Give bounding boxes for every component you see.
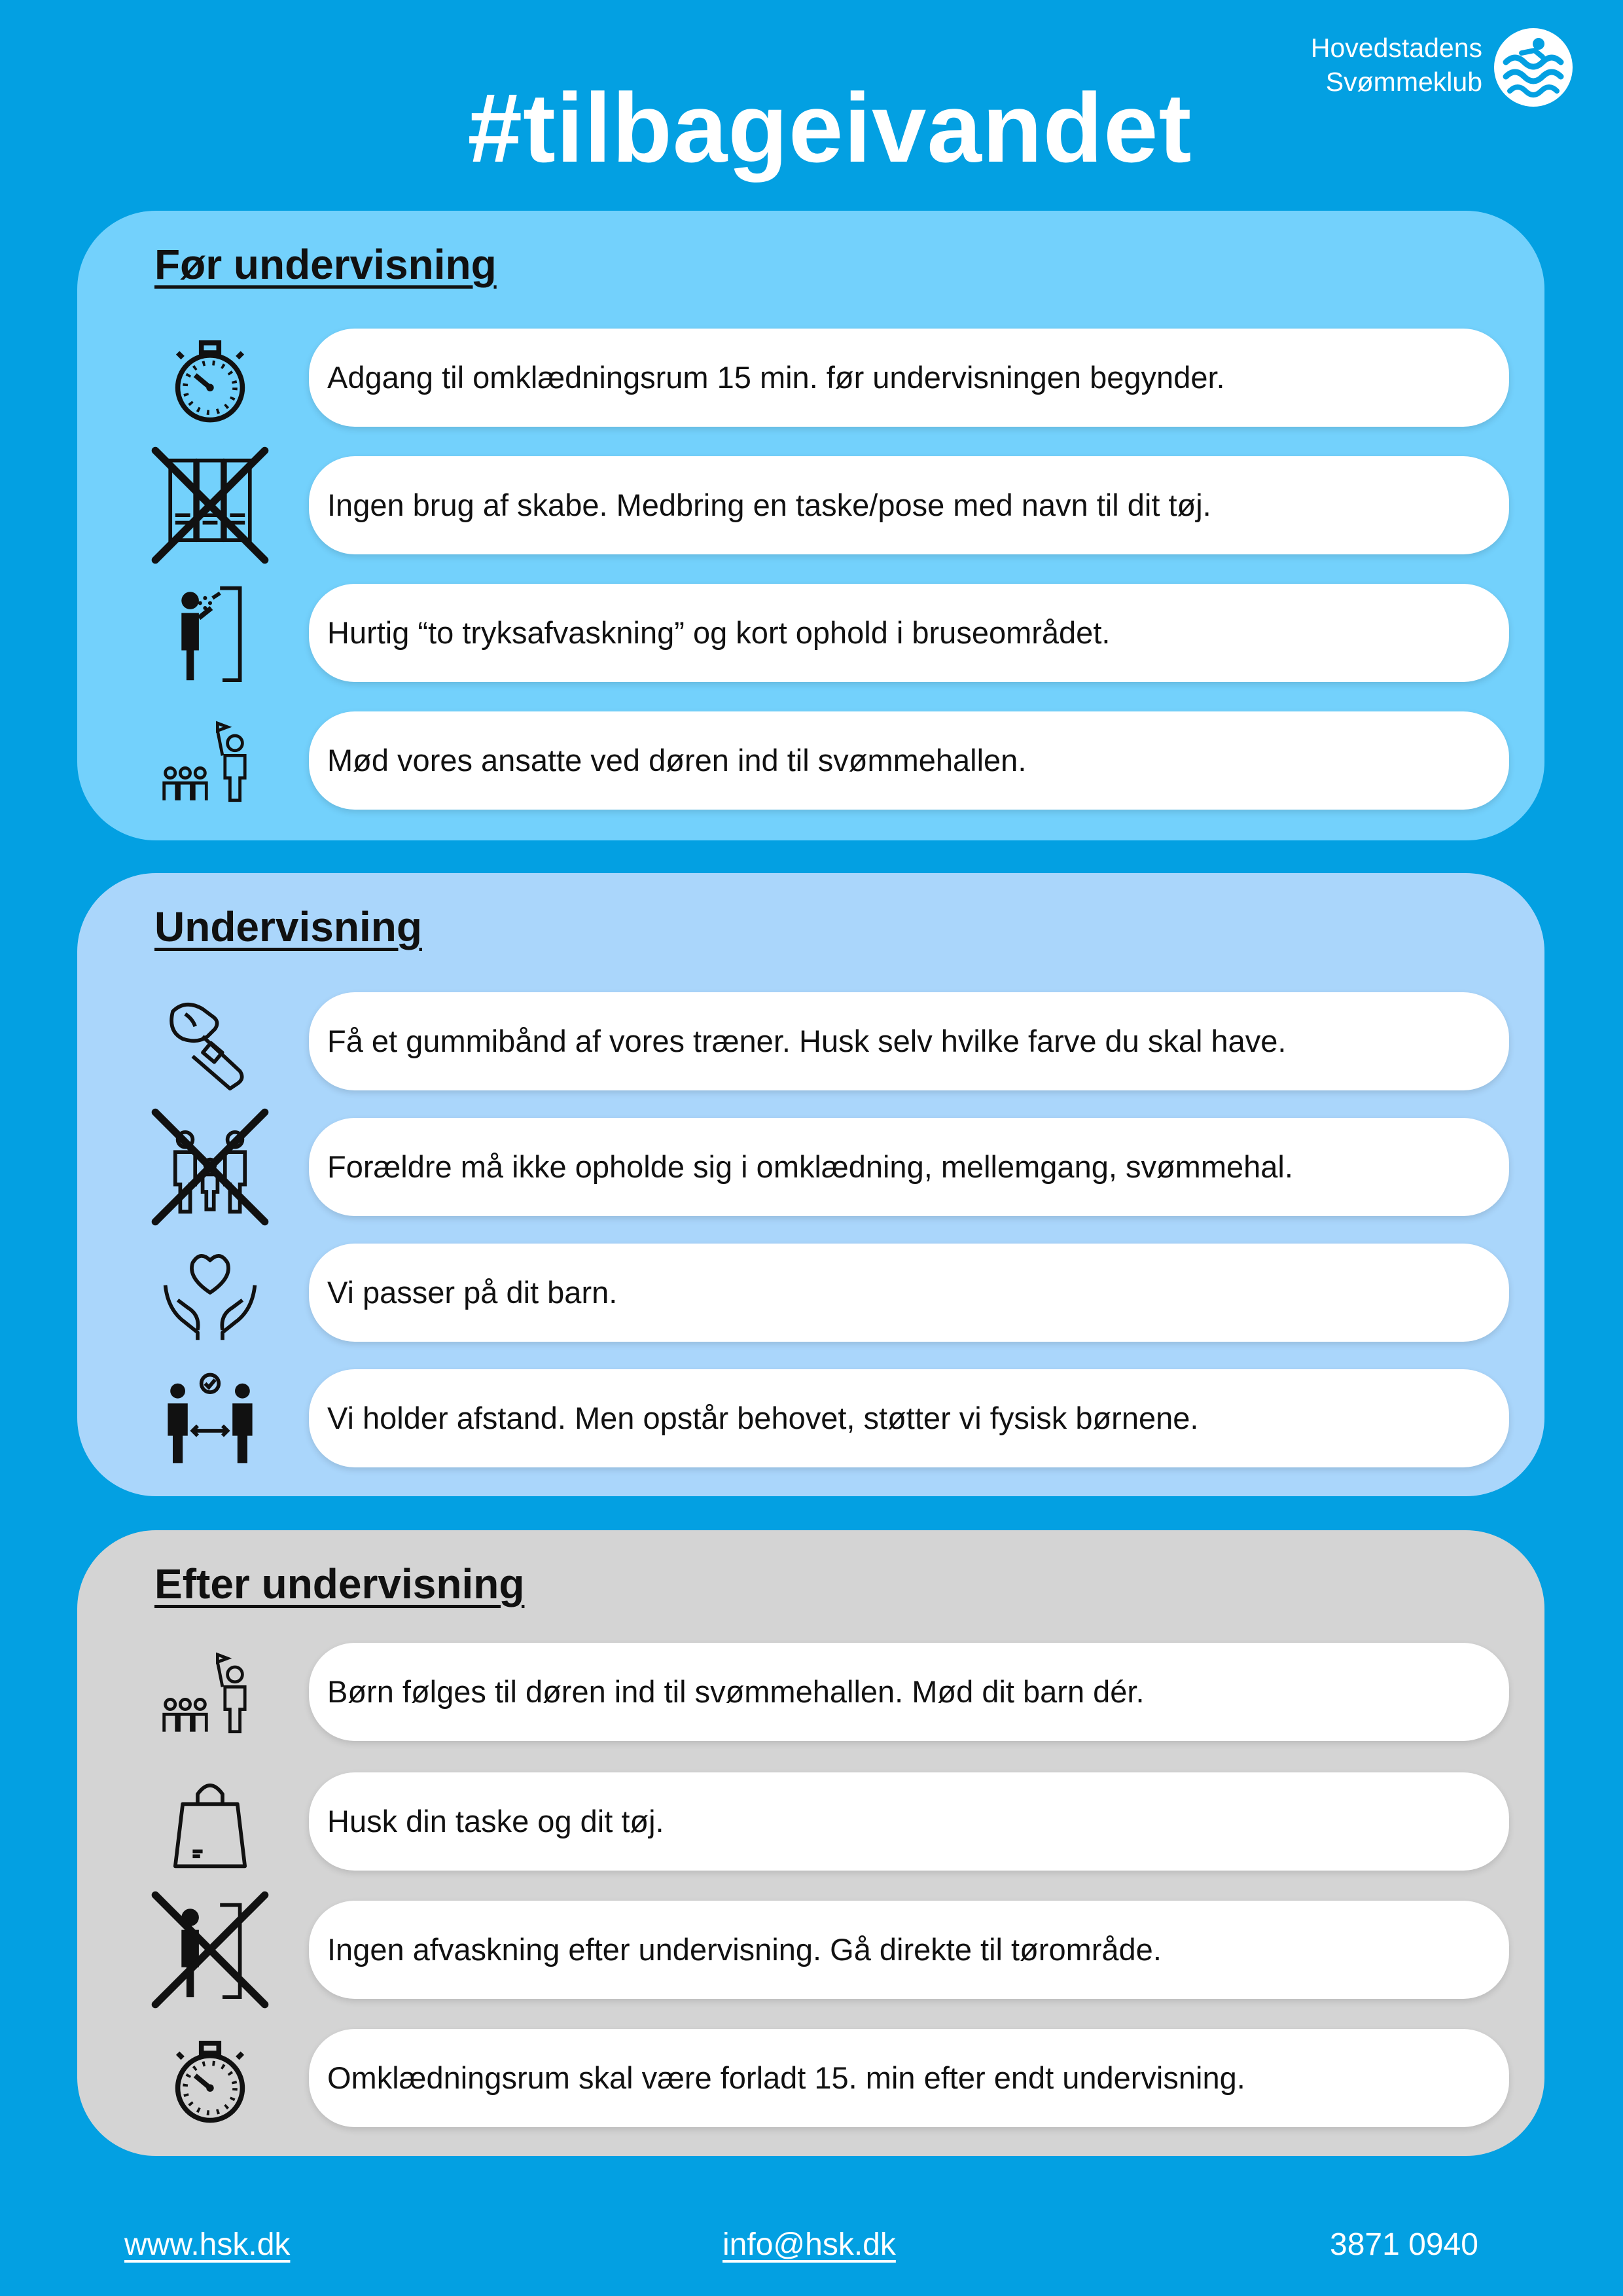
distance-icon (148, 1356, 272, 1480)
info-pill (309, 456, 1509, 554)
email-link[interactable]: info@hsk.dk (722, 2227, 896, 2262)
info-text: Omklædningsrum skal være forladt 15. min efter endt undervisning. (327, 2060, 1245, 2095)
club-logo (1299, 23, 1574, 121)
phone-number: 3871 0940 (1330, 2227, 1478, 2262)
list-item (77, 1369, 1544, 1467)
info-text: Mød vores ansatte ved døren ind til svømmehallen. (327, 743, 1027, 778)
info-pill (309, 1369, 1509, 1467)
info-pill (309, 711, 1509, 810)
stopwatch-icon (148, 315, 272, 440)
crossed-shower-icon (148, 1888, 272, 2012)
list-item (77, 1118, 1544, 1216)
logo-line-1: Hovedstadens (1310, 33, 1482, 63)
heart-hands-icon (148, 1230, 272, 1355)
list-item (77, 992, 1544, 1090)
list-item (77, 711, 1544, 810)
list-item (77, 456, 1544, 554)
website-link[interactable]: www.hsk.dk (124, 2227, 291, 2262)
section-title: Før undervisning (154, 241, 497, 288)
info-text: Børn følges til døren ind til svømmehallen. Mød dit barn dér. (327, 1674, 1145, 1709)
info-text: Hurtig “to tryksafvaskning” og kort ophold i bruseområdet. (327, 615, 1111, 650)
bag-icon (148, 1759, 272, 1884)
info-pill (309, 1643, 1509, 1741)
list-item (77, 1901, 1544, 1999)
info-pill (309, 584, 1509, 682)
info-text: Adgang til omklædningsrum 15 min. før undervisningen begynder. (327, 360, 1225, 395)
info-text: Ingen brug af skabe. Medbring en taske/pose med navn til dit tøj. (327, 488, 1211, 522)
info-pill (309, 329, 1509, 427)
section-after-class (77, 1530, 1544, 2156)
stopwatch-icon (148, 2016, 272, 2140)
info-pill (309, 1118, 1509, 1216)
info-text: Få et gummibånd af vores træner. Husk selv hvilke farve du skal have. (327, 1024, 1287, 1058)
info-text: Forældre må ikke opholde sig i omklædning, mellemgang, svømmehal. (327, 1149, 1293, 1184)
info-pill (309, 1244, 1509, 1342)
staff-group-icon (148, 698, 272, 823)
crossed-lockers-icon (148, 443, 272, 567)
info-text: Ingen afvaskning efter undervisning. Gå direkte til tørområde. (327, 1932, 1162, 1967)
logo-text (1286, 31, 1482, 99)
info-text: Vi passer på dit barn. (327, 1275, 618, 1310)
section-title: Undervisning (154, 903, 422, 950)
section-before-class (77, 211, 1544, 840)
list-item (77, 329, 1544, 427)
logo-line-2: Svømmeklub (1325, 67, 1482, 97)
info-pill (309, 992, 1509, 1090)
info-pill (309, 2029, 1509, 2127)
staff-group-icon (148, 1630, 272, 1754)
info-pill (309, 1772, 1509, 1871)
swimmer-logo-icon (1493, 27, 1574, 108)
info-text: Vi holder afstand. Men opstår behovet, støtter vi fysisk børnene. (327, 1401, 1199, 1435)
page-title: #tilbageivandet (467, 73, 1192, 183)
section-title: Efter undervisning (154, 1560, 525, 1607)
list-item (77, 584, 1544, 682)
crossed-parents-icon (148, 1105, 272, 1229)
info-pill (309, 1901, 1509, 1999)
list-item (77, 1244, 1544, 1342)
section-during-class (77, 873, 1544, 1496)
list-item (77, 1772, 1544, 1871)
info-text: Husk din taske og dit tøj. (327, 1804, 664, 1839)
list-item (77, 1643, 1544, 1741)
list-item (77, 2029, 1544, 2127)
wristband-icon (148, 979, 272, 1103)
shower-icon (148, 571, 272, 695)
